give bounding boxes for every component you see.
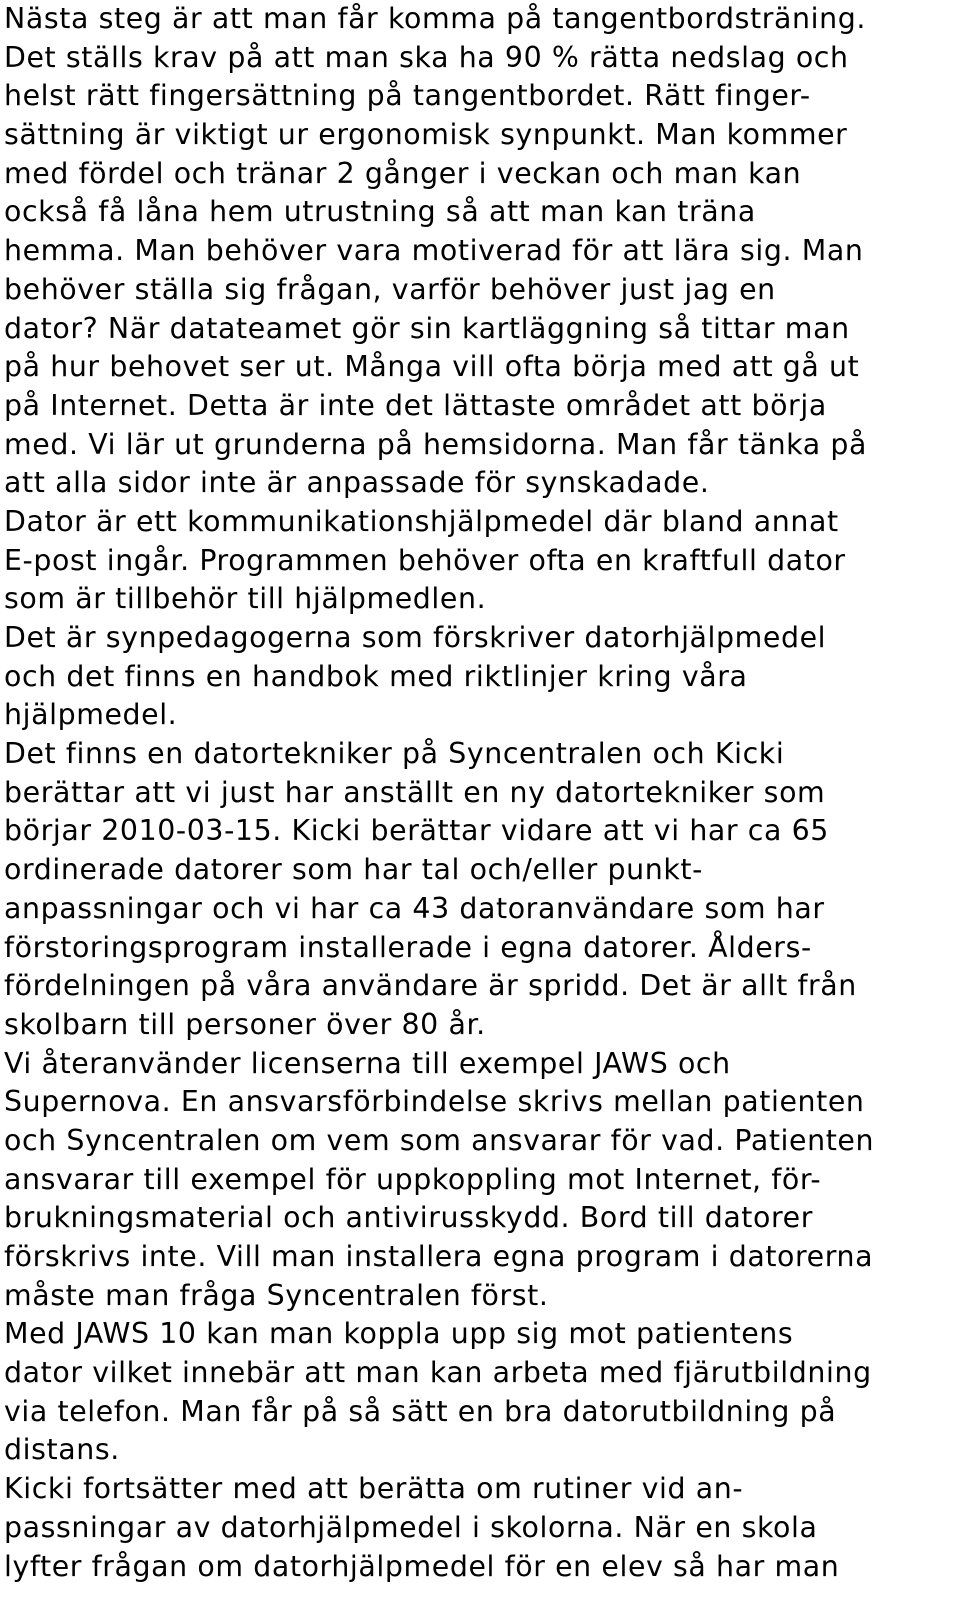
text-line: med fördel och tränar 2 gånger i veckan och man kan [4,156,802,190]
text-line: Nästa steg är att man får komma på tangentbordsträning. [4,2,866,35]
text-line: att alla sidor inte är anpassade för synskadade. [4,466,710,500]
document-body [4,0,954,1586]
text-line: med. Vi lär ut grunderna på hemsidorna. Man får tänka på [4,427,867,461]
text-line: ordinerade datorer som har tal och/eller punkt- [4,853,703,887]
text-line: och Syncentralen om vem som ansvarar för vad. Patienten [4,1123,875,1157]
text-line: dator vilket innebär att man kan arbeta med fjärutbildning [4,1356,872,1390]
text-line: Kicki fortsätter med att berätta om rutiner vid an- [4,1472,744,1506]
text-line: helst rätt fingersättning på tangentbordet. Rätt finger- [4,79,811,113]
text-line: berättar att vi just har anställt en ny datortekniker som [4,775,826,809]
text-line: ansvarar till exempel för uppkoppling mot Internet, för- [4,1162,822,1196]
text-line: börjar 2010-03-15. Kicki berättar vidare att vi har ca 65 [4,814,829,848]
text-line: också få låna hem utrustning så att man kan träna [4,195,756,229]
text-line: på Internet. Detta är inte det lättaste området att börja [4,388,827,422]
text-line: hemma. Man behöver vara motiverad för att lära sig. Man [4,234,864,268]
text-line: förskrivs inte. Vill man installera egna program i datorerna [4,1240,874,1273]
text-line: och det finns en handbok med riktlinjer kring våra [4,659,748,693]
text-line: Med JAWS 10 kan man koppla upp sig mot patientens [4,1317,794,1351]
text-line: på hur behovet ser ut. Många vill ofta börja med att gå ut [4,350,860,384]
text-line: skolbarn till personer över 80 år. [4,1007,486,1041]
text-line: Det ställs krav på att man ska ha 90 % rätta nedslag och [4,40,849,74]
text-line: sättning är viktigt ur ergonomisk synpunkt. Man kommer [4,118,848,152]
text-line: Vi återanvänder licenserna till exempel JAWS och [4,1046,731,1080]
text-line: distans. [4,1433,120,1467]
text-line: Supernova. En ansvarsförbindelse skrivs mellan patienten [4,1085,865,1119]
text-line: E-post ingår. Programmen behöver ofta en kraftfull dator [4,543,846,577]
text-line: behöver ställa sig frågan, varför behöver just jag en [4,272,776,306]
text-line: dator? När datateamet gör sin kartläggning så tittar man [4,311,850,345]
text-line: förstoringsprogram installerade i egna datorer. Ålders- [4,930,812,964]
text-line: passningar av datorhjälpmedel i skolorna. När en skola [4,1510,818,1544]
text-line: anpassningar och vi har ca 43 datoranvändare som har [4,891,825,925]
text-line: Det finns en datortekniker på Syncentralen och Kicki [4,737,785,771]
text-line: måste man fråga Syncentralen först. [4,1278,549,1312]
text-line: via telefon. Man får på så sätt en bra datorutbildning på [4,1394,837,1428]
text-line: som är tillbehör till hjälpmedlen. [4,582,487,616]
text-line: Dator är ett kommunikationshjälpmedel där bland annat [4,504,839,538]
text-line: hjälpmedel. [4,698,178,732]
text-line: lyfter frågan om datorhjälpmedel för en elev så har man [4,1549,840,1583]
text-line: Det är synpedagogerna som förskriver datorhjälpmedel [4,621,827,654]
text-line: brukningsmaterial och antivirusskydd. Bord till datorer [4,1201,814,1235]
text-line: fördelningen på våra användare är spridd. Det är allt från [4,969,857,1003]
